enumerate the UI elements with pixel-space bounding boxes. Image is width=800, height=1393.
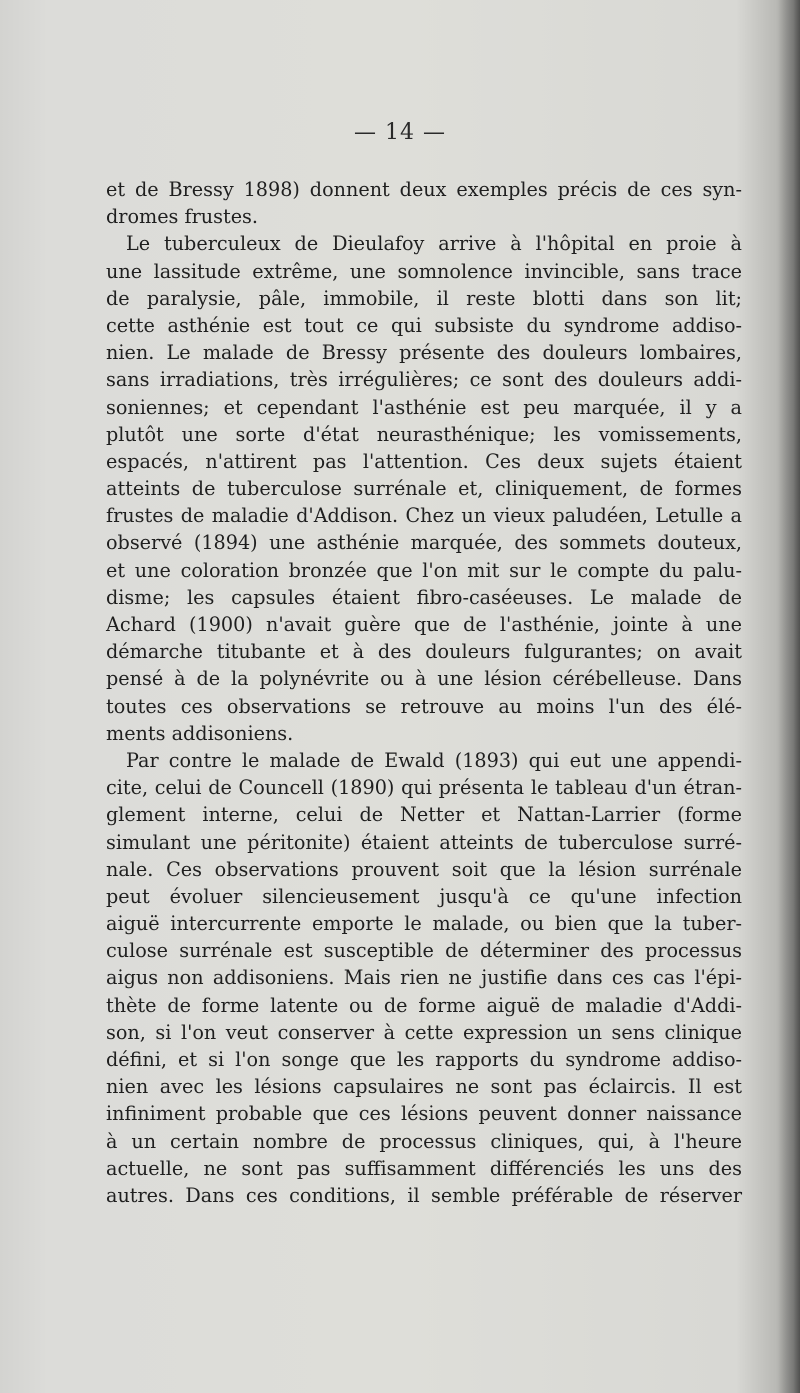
- text-line: atteints de tuberculose surrénale et, cliniquement, de formes: [106, 477, 742, 501]
- text-line: et une coloration bronzée que l'on mit sur le compte du palu-: [106, 558, 742, 582]
- text-line: infiniment probable que ces lésions peuvent donner naissance: [106, 1102, 742, 1126]
- text-line: toutes ces observations se retrouve au moins l'un des élé-: [106, 694, 742, 718]
- text-line: glement interne, celui de Netter et Nattan-Larrier (forme: [106, 803, 742, 827]
- text-line: culose surrénale est susceptible de déterminer des processus: [106, 939, 742, 963]
- text-line: peut évoluer silencieusement jusqu'à ce qu'une infection: [106, 884, 742, 908]
- page-number: — 14 —: [354, 120, 446, 145]
- text-line: aigus non addisoniens. Mais rien ne justifie dans ces cas l'épi-: [106, 966, 742, 990]
- text-line: actuelle, ne sont pas suffisamment différenciés les uns des: [106, 1156, 742, 1180]
- body-text: [106, 176, 742, 1209]
- text-line: dromes frustes.: [106, 205, 258, 229]
- text-line: à un certain nombre de processus cliniques, qui, à l'heure: [106, 1129, 742, 1153]
- text-line: observé (1894) une asthénie marquée, des sommets douteux,: [106, 531, 742, 555]
- text-line: Le tuberculeux de Dieulafoy arrive à l'hôpital en proie à: [126, 232, 742, 256]
- text-line: nale. Ces observations prouvent soit que la lésion surrénale: [106, 857, 742, 881]
- text-line: simulant une péritonite) étaient atteints de tuberculose surré-: [106, 830, 742, 854]
- text-line: Par contre le malade de Ewald (1893) qui eut une appendi-: [126, 748, 742, 772]
- text-line: soniennes; et cependant l'asthénie est peu marquée, il y a: [106, 395, 742, 419]
- text-line: défini, et si l'on songe que les rapports du syndrome addiso-: [106, 1048, 742, 1071]
- text-line: démarche titubante et à des douleurs fulgurantes; on avait: [106, 640, 742, 664]
- text-line: de paralysie, pâle, immobile, il reste blotti dans son lit;: [106, 286, 742, 310]
- text-line: disme; les capsules étaient fibro-caséeuses. Le malade de: [106, 585, 742, 609]
- text-line: nien. Le malade de Bressy présente des douleurs lombaires,: [106, 341, 742, 365]
- text-line: sans irradiations, très irrégulières; ce sont des douleurs addi-: [106, 368, 742, 392]
- page-edge-shadow: [778, 0, 800, 1393]
- text-line: espacés, n'attirent pas l'attention. Ces deux sujets étaient: [106, 449, 742, 473]
- text-line: autres. Dans ces conditions, il semble préférable de réserver: [106, 1183, 742, 1207]
- text-line: aiguë intercurrente emporte le malade, ou bien que la tuber-: [106, 912, 742, 936]
- text-line: une lassitude extrême, une somnolence invincible, sans trace: [106, 259, 742, 283]
- text-line: nien avec les lésions capsulaires ne sont pas éclaircis. Il est: [106, 1075, 742, 1099]
- text-line: plutôt une sorte d'état neurasthénique; les vomissements,: [106, 422, 742, 446]
- text-line: thète de forme latente ou de forme aiguë de maladie d'Addi-: [106, 993, 742, 1017]
- text-line: Achard (1900) n'avait guère que de l'asthénie, jointe à une: [106, 613, 742, 636]
- text-line: cette asthénie est tout ce qui subsiste du syndrome addiso-: [106, 313, 742, 337]
- text-line: cite, celui de Councell (1890) qui présenta le tableau d'un étran-: [106, 776, 742, 800]
- text-line: pensé à de la polynévrite ou à une lésion cérébelleuse. Dans: [106, 667, 742, 691]
- text-line: ments addisoniens.: [106, 721, 294, 745]
- text-line: son, si l'on veut conserver à cette expression un sens clinique: [106, 1020, 742, 1044]
- text-line: et de Bressy 1898) donnent deux exemples précis de ces syn-: [106, 178, 742, 201]
- text-line: frustes de maladie d'Addison. Chez un vieux paludéen, Letulle a: [106, 504, 742, 528]
